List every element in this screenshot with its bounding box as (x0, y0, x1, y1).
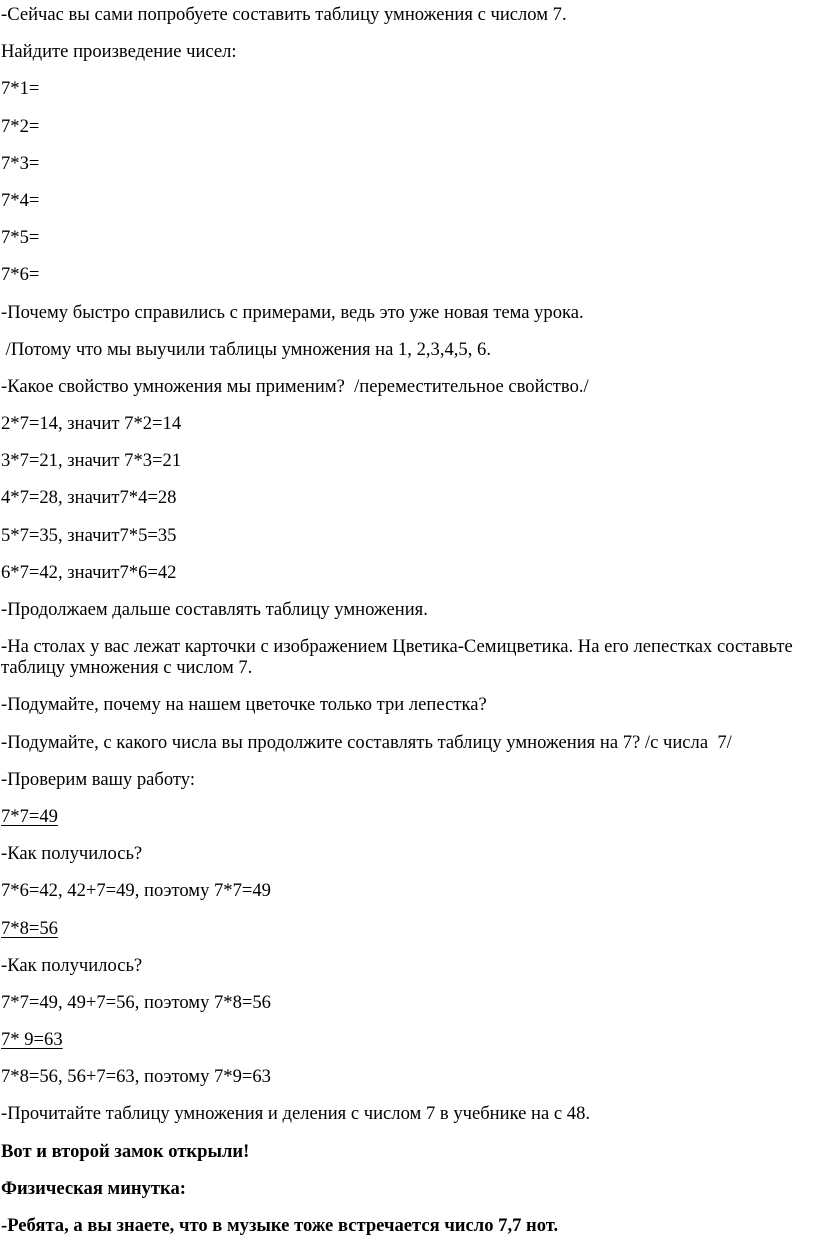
result-7x7 (1, 806, 816, 843)
example-7x6: 7*6= (1, 264, 40, 286)
question-line: -Почему быстро справились с примерами, ведь это уже новая тема урока. (1, 301, 584, 323)
explanation-7x8: 7*7=49, 49+7=56, поэтому 7*8=56 (1, 991, 271, 1013)
commutative-4x7: 4*7=28, значит7*4=28 (1, 487, 177, 509)
second-lock-heading: Вот и второй замок открыли! (1, 1140, 250, 1162)
physical-minute-heading: Физическая минутка: (1, 1177, 186, 1199)
commutative-6x7: 6*7=42, значит7*6=42 (1, 561, 177, 583)
petals-question-line: -Подумайте, почему на нашем цветочке только три лепестка? (1, 694, 487, 716)
result-7x8-text: 7*8=56 (1, 917, 58, 939)
textbook-line: -Прочитайте таблицу умножения и деления с числом 7 в учебнике на с 48. (1, 1103, 591, 1125)
result-7x9-text: 7* 9=63 (1, 1029, 63, 1051)
explanation-7x9: 7*8=56, 56+7=63, поэтому 7*9=63 (1, 1066, 271, 1088)
music-line: -Ребята, а вы знаете, что в музыке тоже встречается число 7,7 нот. (1, 1215, 559, 1236)
commutative-3x7: 3*7=21, значит 7*3=21 (1, 450, 182, 472)
property-question-line: -Какое свойство умножения мы применим? /переместительное свойство./ (1, 375, 589, 397)
answer-line: /Потому что мы выучили таблицы умножения на 1, 2,3,4,5, 6. (1, 338, 491, 360)
result-7x8 (1, 918, 816, 955)
how-question-1: -Как получилось? (1, 843, 143, 865)
check-work-line: -Проверим вашу работу: (1, 768, 196, 790)
task-line: Найдите произведение чисел: (1, 41, 237, 63)
start-number-question-line: -Подумайте, с какого числа вы продолжите составлять таблицу умножения на 7? /с числа 7/ (1, 731, 732, 753)
example-7x2: 7*2= (1, 115, 40, 137)
example-7x3: 7*3= (1, 152, 40, 174)
intro-line: -Сейчас вы сами попробуете составить таблицу умножения с числом 7. (1, 4, 567, 25)
result-7x9 (1, 1029, 816, 1066)
example-7x1: 7*1= (1, 78, 40, 100)
explanation-7x7: 7*6=42, 42+7=49, поэтому 7*7=49 (1, 880, 271, 902)
how-question-2: -Как получилось? (1, 954, 143, 976)
example-7x5: 7*5= (1, 227, 40, 249)
example-7x4: 7*4= (1, 189, 40, 211)
result-7x7-text: 7*7=49 (1, 805, 58, 827)
commutative-2x7: 2*7=14, значит 7*2=14 (1, 413, 182, 435)
cards-instruction-paragraph: -На столах у вас лежат карточки с изображением Цветика-Семицветика. На его лепестках составьте таблицу умножения с числом 7. (1, 636, 793, 679)
commutative-5x7: 5*7=35, значит7*5=35 (1, 524, 177, 546)
continue-line: -Продолжаем дальше составлять таблицу умножения. (1, 599, 428, 620)
